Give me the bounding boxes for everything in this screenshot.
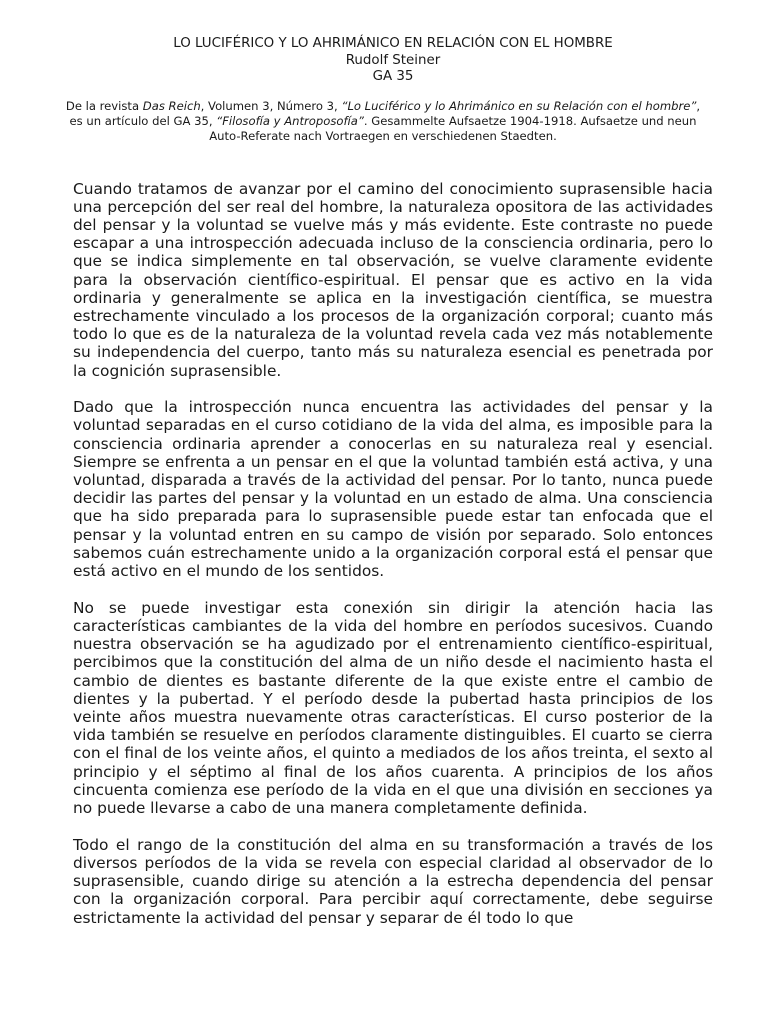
- citation-article-title: “Lo Luciférico y lo Ahrimánico en su Relación con el hombre”: [341, 98, 697, 113]
- citation-ga: , es un artículo del GA 35,: [69, 98, 701, 128]
- document-code: GA 35: [372, 69, 414, 84]
- document-title: LO LUCIFÉRICO Y LO AHRIMÁNICO EN RELACIÓN CON EL HOMBRE: [173, 36, 613, 51]
- citation-volume: , Volumen 3, Número 3,: [200, 98, 342, 113]
- citation-book-title: “Filosofía y Antroposofía”: [216, 113, 364, 128]
- citation-journal: Das Reich: [142, 98, 201, 113]
- document-body: [73, 180, 713, 927]
- document-header: [73, 36, 713, 86]
- source-citation: [63, 99, 703, 144]
- body-paragraph: Dado que la introspección nunca encuentra las actividades del pensar y la voluntad separadas en el curso cotidiano de la vida del alma, es imposible para la consciencia ordinaria aprender a conocerlas en su naturaleza real y esencial. Siempre se enfrenta a un pensar en el que la voluntad también está activa, y una voluntad, disparada a través de la actividad del pensar. Por lo tanto, nunca puede decidir las partes del pensar y la voluntad en un estado de alma. Una consciencia que ha sido preparada para lo suprasensible puede estar tan enfocada que el pensar y la voluntad entren en su campo de visión por separado. Solo entonces sabemos cuán estrechamente unido a la organización corporal está el pensar que está activo en el mundo de los sentidos.: [73, 398, 713, 581]
- citation-prefix: De la revista: [65, 98, 143, 113]
- document-author: Rudolf Steiner: [345, 52, 441, 68]
- body-paragraph: Todo el rango de la constitución del alma en su transformación a través de los diversos períodos de la vida se revela con especial claridad al observador de lo suprasensible, cuando dirige su atención a la estrecha dependencia del pensar con la organización corporal. Para percibir aquí correctamente, debe seguirse estrictamente la actividad del pensar y separar de él todo lo que: [73, 835, 713, 927]
- body-paragraph: No se puede investigar esta conexión sin dirigir la atención hacia las características cambiantes de la vida del hombre en períodos sucesivos. Cuando nuestra observación se ha agudizado por el entrenamiento científico-espiritual, percibimos que la constitución del alma de un niño desde el nacimiento hasta el cambio de dientes es bastante diferente de la que existe entre el cambio de dientes y la pubertad. Y el período desde la pubertad hasta principios de los veinte años muestra nuevamente otras características. El curso posterior de la vida también se resuelve en períodos claramente distinguibles. El cuarto se cierra con el final de los veinte años, el quinto a mediados de los años treinta, el sexto al principio y el séptimo al final de los años cuarenta. A principios de los años cincuenta comienza ese período de la vida en el que una división en secciones ya no puede llevarse a cabo de una manera completamente definida.: [73, 598, 713, 817]
- body-paragraph: Cuando tratamos de avanzar por el camino del conocimiento suprasensible hacia una percepción del ser real del hombre, la naturaleza opositora de las actividades del pensar y la voluntad se vuelve más y más evidente. Este contraste no puede escapar a una introspección adecuada incluso de la consciencia ordinaria, pero lo que se indica simplemente en tal observación, se vuelve claramente evidente para la observación científico-espiritual. El pensar que es activo en la vida ordinaria y generalmente se aplica en la investigación científica, se muestra estrechamente vinculado a los procesos de la organización corporal; cuanto más todo lo que es de la naturaleza de la voluntad revela cada vez más notablemente su independencia del cuerpo, tanto más su naturaleza esencial es penetrada por la cognición suprasensible.: [73, 179, 713, 380]
- citation-suffix: . Gesammelte Aufsaetze 1904-1918. Aufsaetze und neun Auto-Referate nach Vortraegen en verschiedenen Staedten.: [209, 113, 697, 143]
